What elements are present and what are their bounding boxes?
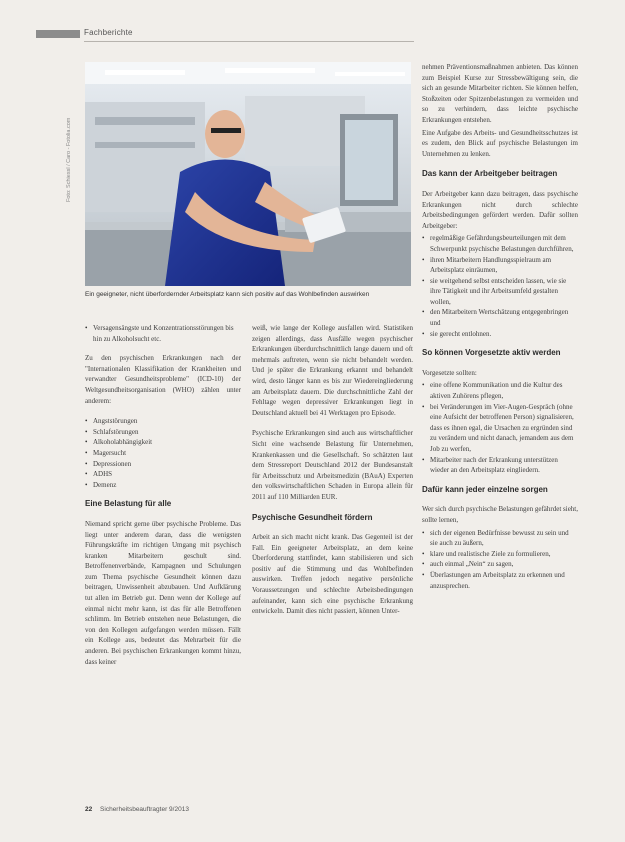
photo-caption: Ein geeigneter, nicht überfordernder Arbeitsplatz kann sich positiv auf das Wohlbefinden auswirken (85, 291, 370, 298)
list-item: • sich der eigenen Bedürfnisse bewusst zu sein und sie auch zu äußern, (422, 528, 578, 549)
section-heading: Dafür kann jeder einzelne sorgen (422, 484, 548, 494)
disorders-list (85, 416, 241, 490)
manager-list (422, 380, 578, 475)
list-item: • Demenz (85, 480, 241, 491)
section-label: Fachberichte (84, 28, 133, 37)
list-item: • Angststörungen (85, 416, 241, 427)
section-heading: So können Vorgesetzte aktiv werden (422, 348, 561, 358)
list-item: • klare und realistische Ziele zu formulieren, (422, 549, 578, 560)
list-item: • Mitarbeiter nach der Erkrankung unterstützen wieder an den Arbeitsplatz eingliedern. (422, 455, 578, 476)
self-list (422, 528, 578, 592)
list-item: • den Mitarbeitern Wertschätzung entgegenbringen und (422, 307, 578, 328)
list-item: • eine offene Kommunikation und die Kultur des aktiven Zuhörens pflegen, (422, 380, 578, 401)
section-marker (36, 30, 80, 38)
page-footer (85, 806, 189, 813)
list-item: • ihren Mitarbeitern Handlungsspielraum am Arbeitsplatz einräumen, (422, 255, 578, 276)
list-item: • Überlastungen am Arbeitsplatz zu erkennen und anzusprechen. (422, 570, 578, 591)
list-item: • Alkoholabhängigkeit (85, 437, 241, 448)
paragraph: Der Arbeitgeber kann dazu beitragen, dass psychische Erkrankungen nicht durch schlechte Arbeitsbedingungen gefördert werden. Dafür sollten Arbeitgeber: (422, 189, 578, 230)
page-number: 22 (85, 806, 93, 813)
list-item: • Versagensängste und Konzentrationsstörungen bis hin zu Alkoholsucht etc. (85, 323, 241, 344)
paragraph: Eine Aufgabe des Arbeits- und Gesundheitsschutzes ist es zudem, den Blick auf psychische Belastungen im Unternehmen zu lenken. (422, 128, 578, 158)
list-item: • auch einmal „Nein“ zu sagen, (422, 559, 578, 570)
paragraph: Vorgesetzte sollten: (422, 368, 477, 377)
publication-name: Sicherheitsbeauftragter 9/2013 (100, 806, 189, 813)
employer-list (422, 233, 578, 339)
paragraph: Zu den psychischen Erkrankungen nach der "Internationalen Klassifikation der Krankheiten und verwandter Gesundheitsprobleme" (ICD-10) der Weltgesundheitsorganisation (WHO) zählen unter anderem: (85, 354, 241, 405)
article-photo (85, 62, 411, 286)
column-2 (252, 323, 413, 627)
paragraph: nehmen Präventionsmaßnahmen anbieten. Das können zum Beispiel Kurse zur Stressbewältigung sein, die sich an gesunde Mitarbeiter richten. Sie können helfen, Stoßzeiten oder Spitzenbelastungen zu vermeiden und so zu verhindern, dass leichte psychische Erkrankungen entstehen. (422, 63, 578, 124)
section-heading: Das kann der Arbeitgeber beitragen (422, 169, 558, 179)
section-heading: Psychische Gesundheit fördern (252, 512, 373, 522)
list-item: • regelmäßige Gefährdungsbeurteilungen mit dem Schwerpunkt psychische Belastungen durchführen, (422, 233, 578, 254)
column-1 (85, 323, 241, 677)
paragraph: Psychische Erkrankungen sind auch aus wirtschaftlicher Sicht eine wachsende Belastung für Unternehmen, Krankenkassen und die Gesellschaft. So schätzten laut dem Stressreport Deutschland 2012 der Bundesanstalt für Arbeitsschutz und Arbeitsmedizin (BAuA) Experten den volkswirtschaftlichen Schaden in Europa allein für 2011 auf 110 Milliarden EUR. (252, 429, 413, 501)
photo-credit: Foto: Schiessl / Caro - Fotolia.com (66, 117, 72, 202)
list-item: • bei Veränderungen im Vier-Augen-Gespräch (ohne eine Aufsicht der betroffenen Person) signalisieren, dass es ihnen egal, die Ursachen zu ergründen sind zu verändern und nicht danach, jemandem aus dem Job zu werfen, (422, 402, 578, 455)
paragraph: Niemand spricht gerne über psychische Probleme. Das liegt unter anderem daran, dass die wenigsten Führungskräfte im richtigen Umgang mit psychisch kranken Mitarbeitern geschult sind. Betroffenenverbände, Kampagnen und Schulungen zum Thema psychische Gesundheit können dazu beitragen, Unwissenheit abzubauen. Und Aufklärung tut allen im Betrieb gut. Denn wenn der Kollege auf einmal nicht mehr kann, ist das für alle Betroffenen schlimm. Im Betrieb entstehen neue Belastungen, die von den Kollegen aufgefangen werden müssen. Fällt ein Kollege aus, bedeutet das Mehrarbeit für die anderen. Bei psychischen Erkrankungen kommt hinzu, dass keiner (85, 519, 241, 666)
list-item: • Schlafstörungen (85, 427, 241, 438)
paragraph: Arbeit an sich macht nicht krank. Das Gegenteil ist der Fall. Ein geeigneter Arbeitsplatz, an dem keine Überforderung stattfindet, kann stabilisieren und sich positiv auf die Stimmung und das Wohlbefinden auswirken. Treffen jedoch negative persönliche Voraussetzungen und schlechte Arbeitsbedingungen aufeinander, kann sich eine psychische Erkrankung entwickeln. Damit dies nicht passiert, können Unter- (252, 533, 413, 616)
list-item: • sie weitgehend selbst entscheiden lassen, wie sie ihre Tätigkeit und ihr Arbeitsumfeld gestalten wollen, (422, 276, 578, 308)
section-heading: Eine Belastung für alle (85, 499, 172, 509)
list-item: • Magersucht (85, 448, 241, 459)
column-3 (422, 62, 578, 600)
header-rule (84, 41, 414, 42)
list-item: • ADHS (85, 469, 241, 480)
paragraph: Wer sich durch psychische Belastungen gefährdet sieht, sollte lernen, (422, 505, 578, 524)
paragraph: weiß, wie lange der Kollege ausfallen wird. Statistiken zeigen allerdings, dass Ausfälle wegen psychischer Erkrankungen überdurchschnittlich lange dauern und oft mehrmals auftreten, wenn sie nicht behandelt werden. Und je später die Erkrankung erkannt und behandelt wird, desto länger kann es bis zur Wiedereingliederung am Arbeitsplatz dauern. Die durchschnittliche Zahl der Fehltage wegen depressiver Erkrankungen liegt in Deutschland aktuell bei 41 Werktagen pro Episode. (252, 324, 413, 417)
intro-list (85, 323, 241, 344)
list-item: • sie gerecht entlohnen. (422, 329, 578, 340)
list-item: • Depressionen (85, 459, 241, 470)
